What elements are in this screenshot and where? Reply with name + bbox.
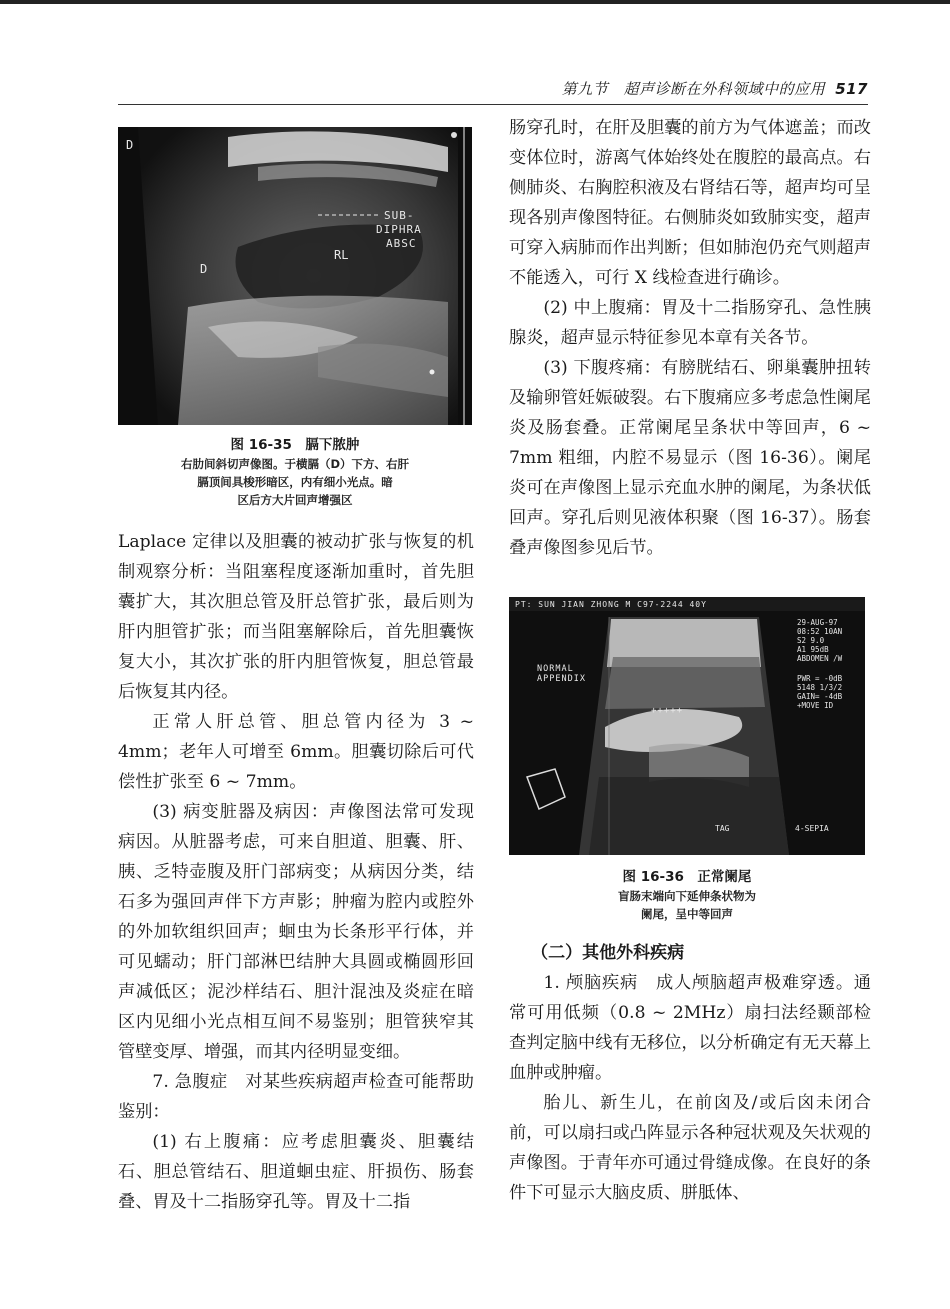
caption-title: 图 16-35 膈下脓肿 [230, 437, 360, 453]
caption-line: 盲肠末端向下延伸条状物为 [618, 889, 756, 903]
overlay-sepia: 4-SEPIA [795, 824, 829, 833]
header-section-title: 第九节 超声诊断在外科领域中的应用 [561, 80, 826, 98]
figure-16-35 [118, 127, 472, 507]
caption-line: 区后方大片回声增强区 [237, 493, 353, 507]
overlay-label-sub: SUB- [384, 209, 415, 222]
overlay-label-d-mid: D [200, 262, 208, 276]
top-border [0, 0, 950, 4]
caption-line: 右肋间斜切声像图。于横膈（D）下方、右肝 [180, 457, 410, 471]
overlay-marks: +++++ [651, 706, 684, 716]
paragraph: 肠穿孔时，在肝及胆囊的前方为气体遮盖；而改变体位时，游离气体始终处在腹腔的最高点。右侧肺炎、右胸腔积液及右肾结石等，超声均可呈现各别声像图特征。右侧肺炎如致肺实变，超声可穿入病肺而作出判断；但如肺泡仍充气则超声不能透入，可行 X 线检查进行确诊。 [509, 118, 871, 288]
figure-16-35-caption [118, 435, 472, 509]
ultrasound-image-subphrenic-abscess [118, 127, 472, 425]
overlay-right-info: ABDOMEN /W [797, 654, 843, 663]
paragraph: 7. 急腹症 对某些疾病超声检查可能帮助鉴别： [118, 1072, 474, 1122]
left-column-text [118, 527, 474, 1217]
overlay-right-info: 08:52 10AN [797, 627, 843, 636]
overlay-right-info: 29-AUG-97 [797, 618, 838, 627]
ultrasound-scan-graphic [509, 597, 865, 855]
paragraph: (3) 下腹疼痛：有膀胱结石、卵巢囊肿扭转及输卵管妊娠破裂。右下腹痛应多考虑急性阑尾炎及肠套叠。正常阑尾呈条状中等回声，6 ~ 7mm 粗细，内腔不易显示（图 16-36）。阑尾炎可在声像图上显示充血水肿的阑尾，为条状低回声。穿孔后则见液体积聚（图 16-37）。肠套叠声像图参见后节。 [509, 358, 871, 558]
figure-16-36 [509, 597, 865, 927]
overlay-top-bar: PT: SUN JIAN ZHONG M C97-2244 40Y [515, 600, 707, 609]
overlay-right-info: A1 95dB [797, 645, 829, 654]
caption-line: 膈顶间具梭形暗区，内有细小光点。暗 [197, 475, 393, 489]
overlay-right-info2: PWR = -0dB [797, 674, 843, 683]
overlay-label-absc: ABSC [386, 237, 417, 250]
overlay-label-d-top: D [126, 138, 134, 152]
overlay-right-info: S2 9.0 [797, 636, 825, 645]
paragraph: 1. 颅脑疾病 成人颅脑超声极难穿透。通常可用低频（0.8 ~ 2MHz）扇扫法经颞部检查判定脑中线有无移位，以分析确定有无天幕上血肿或肿瘤。 [509, 973, 871, 1083]
section-heading: （二）其他外科疾病 [531, 943, 685, 963]
paragraph: (2) 中上腹痛：胃及十二指肠穿孔、急性胰腺炎，超声显示特征参见本章有关各节。 [509, 298, 871, 348]
overlay-right-info2: GAIN= -4dB [797, 692, 843, 701]
header-text [562, 78, 868, 99]
paragraph: 胎儿、新生儿，在前囟及/或后囟未闭合前，可以扇扫或凸阵显示各种冠状观及矢状观的声像图。于青年亦可通过骨缝成像。在良好的条件下可显示大脑皮质、胼胝体、 [509, 1093, 871, 1203]
overlay-right-info2: +MOVE ID [797, 701, 834, 710]
paragraph: 正常人肝总管、胆总管内径为 3 ~ 4mm；老年人可增至 6mm。胆囊切除后可代偿性扩张至 6 ~ 7mm。 [118, 712, 474, 792]
caption-line: 阑尾，呈中等回声 [641, 907, 733, 921]
overlay-normal: NORMAL [537, 664, 574, 674]
page-number: 517 [835, 80, 868, 98]
right-column-text-top [509, 113, 871, 563]
paragraph: (1) 右上腹痛：应考虑胆囊炎、胆囊结石、胆总管结石、胆道蛔虫症、肝损伤、肠套叠、胃及十二指肠穿孔等。胃及十二指 [118, 1132, 474, 1212]
overlay-appendix: APPENDIX [537, 674, 586, 684]
overlay-right-info2: 5148 1/3/2 [797, 683, 843, 692]
figure-16-36-caption [509, 867, 865, 923]
ultrasound-scan-graphic [118, 127, 472, 425]
running-header [118, 74, 868, 105]
ultrasound-image-normal-appendix [509, 597, 865, 855]
right-column-text-bottom [509, 938, 871, 1208]
paragraph: Laplace 定律以及胆囊的被动扩张与恢复的机制观察分析：当阻塞程度逐渐加重时，首先胆囊扩大，其次胆总管及肝总管扩张，最后则为肝内胆管扩张；而当阻塞解除后，首先胆囊恢复大小，其次扩张的肝内胆管恢复，胆总管最后恢复其内径。 [118, 532, 474, 702]
overlay-label-rl: RL [334, 248, 349, 262]
overlay-label-diaphra: DIPHRA [376, 223, 422, 236]
overlay-tag: TAG [715, 824, 730, 833]
paragraph: (3) 病变脏器及病因：声像图法常可发现病因。从脏器考虑，可来自胆道、胆囊、肝、胰、乏特壶腹及肝门部病变；从病因分类，结石多为强回声伴下方声影；肿瘤为腔内或腔外的外加软组织回声；蛔虫为长条形平行体，并可见蠕动；肝门部淋巴结肿大具圆或椭圆形回声减低区；泥沙样结石、胆汁混浊及炎症在暗区内见细小光点相互间不易鉴别；胆管狭窄其管壁变厚、增强，而其内径明显变细。 [118, 802, 474, 1062]
caption-title: 图 16-36 正常阑尾 [622, 869, 752, 885]
